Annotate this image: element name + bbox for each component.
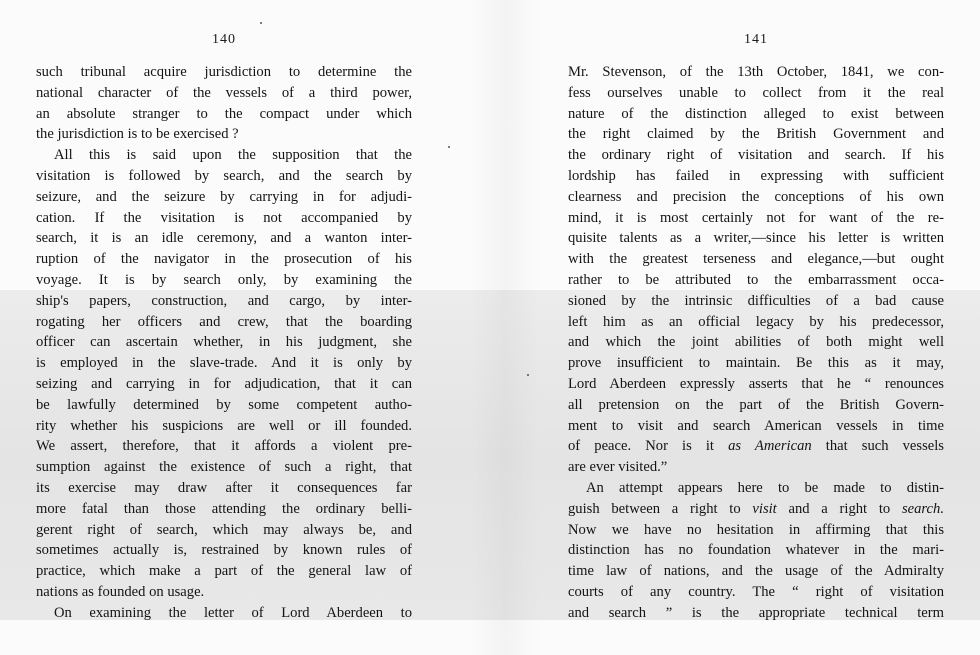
text-line: ship's papers, construction, and cargo, by inter- [36, 292, 412, 309]
text-line: nations as founded on usage. [36, 583, 205, 600]
scan-speck [448, 146, 450, 148]
text-line: national character of the vessels of a third power, [36, 84, 412, 101]
text-line: left him as an official legacy by his predecessor, [568, 313, 944, 330]
text-line: On examining the letter of Lord Aberdeen to [54, 604, 412, 621]
text-line: seizing and carrying in for adjudication, that it can [36, 375, 412, 392]
text-line: search, it is an idle ceremony, and a wanton inter- [36, 230, 412, 247]
text-line: more fatal than those attending the ordinary belli- [36, 500, 412, 517]
text-line: nature of the distinction alleged to exist between [568, 105, 944, 122]
text-line: mind, it is most certainly not for want of the re- [568, 209, 944, 226]
text-line: all pretension on the part of the British Govern- [568, 396, 944, 413]
text-line: Lord Aberdeen expressly asserts that he “ renounces [568, 375, 944, 392]
text-line: visitation is followed by search, and the search by [36, 167, 412, 184]
text-line: fess ourselves unable to collect from it the real [568, 84, 944, 101]
text-line: seizure, and the seizure by carrying in for adjudi- [36, 188, 412, 205]
right-page [568, 0, 944, 655]
text-line: All this is said upon the supposition that the [54, 147, 412, 164]
text-line: prove insufficient to maintain. Be this as it may, [568, 355, 944, 372]
text-line: distinction has no foundation whatever in the mari- [568, 542, 944, 559]
text-line: the jurisdiction is to be exercised ? [36, 126, 239, 143]
text-line: with the greatest terseness and elegance,—but ought [568, 251, 944, 268]
text-line: practice, which make a part of the general law of [36, 563, 412, 580]
text-line: sioned by the intrinsic difficulties of a bad cause [568, 292, 944, 309]
text-line: are ever visited.” [568, 459, 668, 476]
text-line: rather to be attributed to the embarrassment occa- [568, 271, 944, 288]
text-line: the right claimed by the British Government and [568, 126, 944, 143]
text-line: ruption of the navigator in the prosecution of his [36, 251, 412, 268]
page-body [36, 62, 412, 624]
text-line: clearness and precision the conceptions of his own [568, 188, 944, 205]
text-line: officer can ascertain whether, in his judgment, she [36, 334, 412, 351]
text-line: rogating her officers and crew, that the boarding [36, 313, 412, 330]
text-line: and which the joint abilities of both might well [568, 334, 944, 351]
text-line: sumption against the existence of such a right, that [36, 459, 412, 476]
text-line: gerent right of search, which may always be, and [36, 521, 412, 538]
text-line: quisite talents as a writer,—since his letter is written [568, 230, 944, 247]
text-line: time law of nations, and the usage of the Admiralty [568, 563, 944, 580]
text-line: cation. If the visitation is not accompanied by [36, 209, 412, 226]
text-line: lordship has failed in expressing with sufficient [568, 167, 944, 184]
text-line: such tribunal acquire jurisdiction to determine the [36, 64, 412, 80]
text-line: Now we have no hesitation in affirming that this [568, 521, 944, 538]
text-line: sometimes actually is, restrained by known rules of [36, 542, 412, 559]
page-body [568, 62, 944, 624]
text-line: its exercise may draw after it consequences far [36, 479, 412, 496]
page-number: 140 [212, 32, 236, 47]
text-line: be lawfully determined by some competent autho- [36, 396, 412, 413]
scan-speck [527, 374, 529, 376]
page-number: 141 [744, 32, 768, 47]
text-line: rity whether his suspicions are well or ill founded. [36, 417, 412, 434]
text-line: and search ” is the appropriate technical term [568, 604, 944, 621]
book-gutter [470, 0, 540, 655]
text-line: the ordinary right of visitation and search. If his [568, 147, 944, 164]
left-page [36, 0, 412, 655]
text-line: courts of any country. The “ right of visitation [568, 583, 944, 600]
text-line: voyage. It is by search only, by examining the [36, 271, 412, 288]
text-line: We assert, therefore, that it affords a violent pre- [36, 438, 412, 455]
text-line: ment to visit and search American vessels in time [568, 417, 944, 434]
text-line: guish between a right to visit and a right to search. [568, 500, 944, 517]
text-line: Mr. Stevenson, of the 13th October, 1841, we con- [568, 64, 944, 80]
text-line: of peace. Nor is it as American that such vessels [568, 438, 944, 455]
text-line: An attempt appears here to be made to distin- [586, 479, 944, 496]
text-line: an absolute stranger to the compact under which [36, 105, 412, 122]
text-line: is employed in the slave-trade. And it is only by [36, 355, 412, 372]
